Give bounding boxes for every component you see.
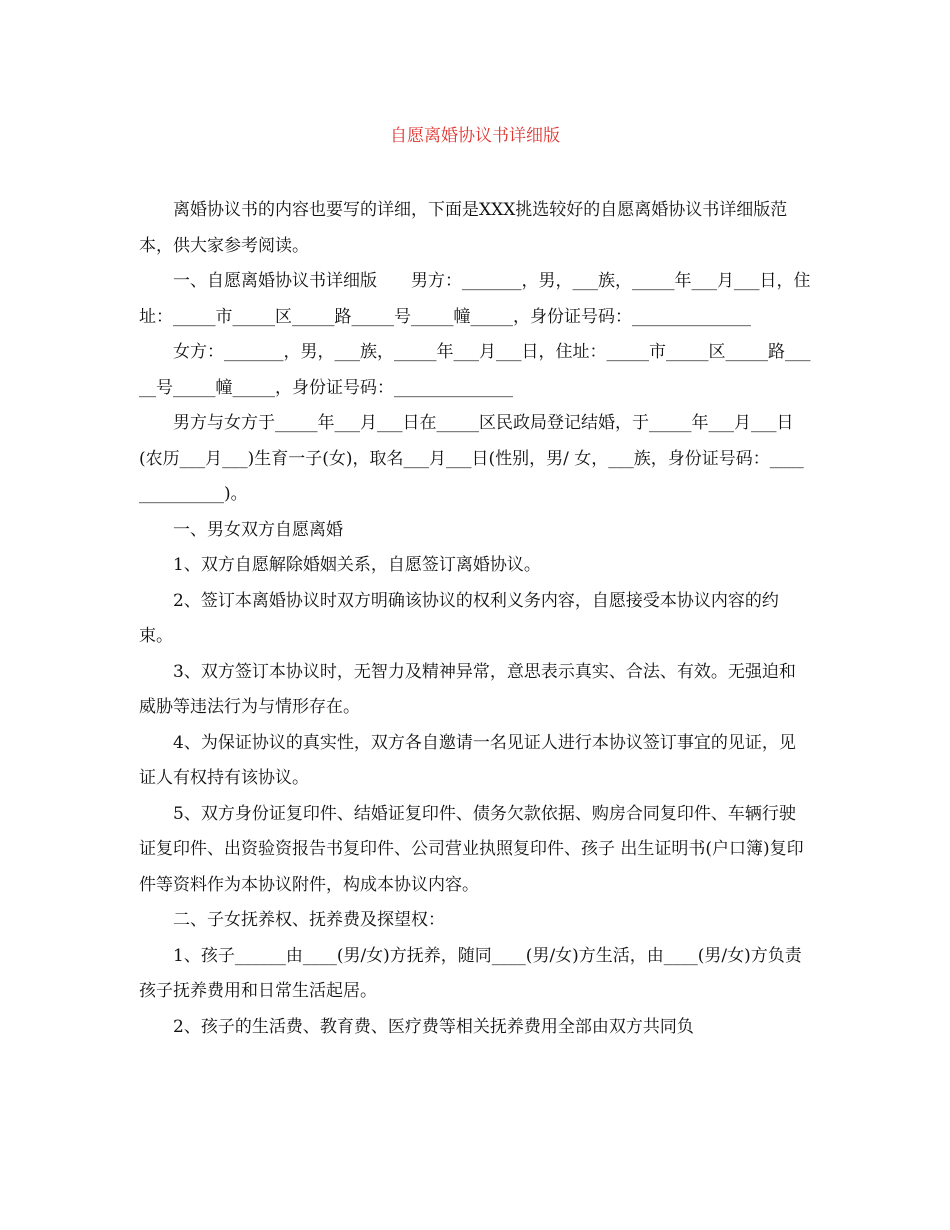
intro-paragraph: 离婚协议书的内容也要写的详细，下面是XXX挑选较好的自愿离婚协议书详细版范本，供大家参考阅读。 — [139, 200, 788, 256]
clause-paragraph: 1、双方自愿解除婚姻关系，自愿签订离婚协议。 — [173, 555, 541, 575]
document-title: 自愿离婚协议书详细版 — [390, 126, 560, 146]
wife-info-paragraph: 女方：_______，男，___族，_____年___月___日，住址：_____市_____区_____路_____号_____幢_____，身份证号码：______________ — [139, 342, 811, 398]
marriage-info-paragraph: 男方与女方于_____年___月___日在_____区民政局登记结婚，于_____年___月___日(农历___月___)生育一子(女)，取名___月___日(性别，男/ 女，___族，身份证号码：______________)。 — [139, 413, 804, 504]
document-body — [139, 193, 811, 1045]
section-heading-divorce: 一、男女双方自愿离婚 — [173, 519, 343, 540]
clause-paragraph: 4、为保证协议的真实性，双方各自邀请一名见证人进行本协议签订事宜的见证，见证人有权持有该协议。 — [139, 732, 796, 788]
husband-info-paragraph: 一、自愿离婚协议书详细版 男方：_______，男，___族，_____年___月___日，住址：_____市_____区_____路_____号_____幢_____，身份证号码：______________ — [139, 271, 811, 327]
clause-paragraph: 5、双方身份证复印件、结婚证复印件、债务欠款依据、购房合同复印件、车辆行驶证复印件、出资验资报告书复印件、公司营业执照复印件、孩子 出生证明书(户口簿)复印件等资料作为本协议附件，构成本协议内容。 — [139, 803, 804, 895]
section-heading-custody: 二、子女抚养权、抚养费及探望权： — [173, 910, 445, 930]
clause-paragraph: 1、孩子______由____(男/女)方抚养，随同____(男/女)方生活，由____(男/女)方负责孩子抚养费用和日常生活起居。 — [139, 945, 802, 1001]
clause-paragraph: 2、孩子的生活费、教育费、医疗费等相关抚养费用全部由双方共同负 — [173, 1016, 694, 1037]
clause-paragraph: 2、签订本离婚协议时双方明确该协议的权利义务内容，自愿接受本协议内容的约束。 — [139, 590, 779, 646]
clause-paragraph: 3、双方签订本协议时，无智力及精神异常，意思表示真实、合法、有效。无强迫和威胁等违法行为与情形存在。 — [139, 661, 796, 717]
